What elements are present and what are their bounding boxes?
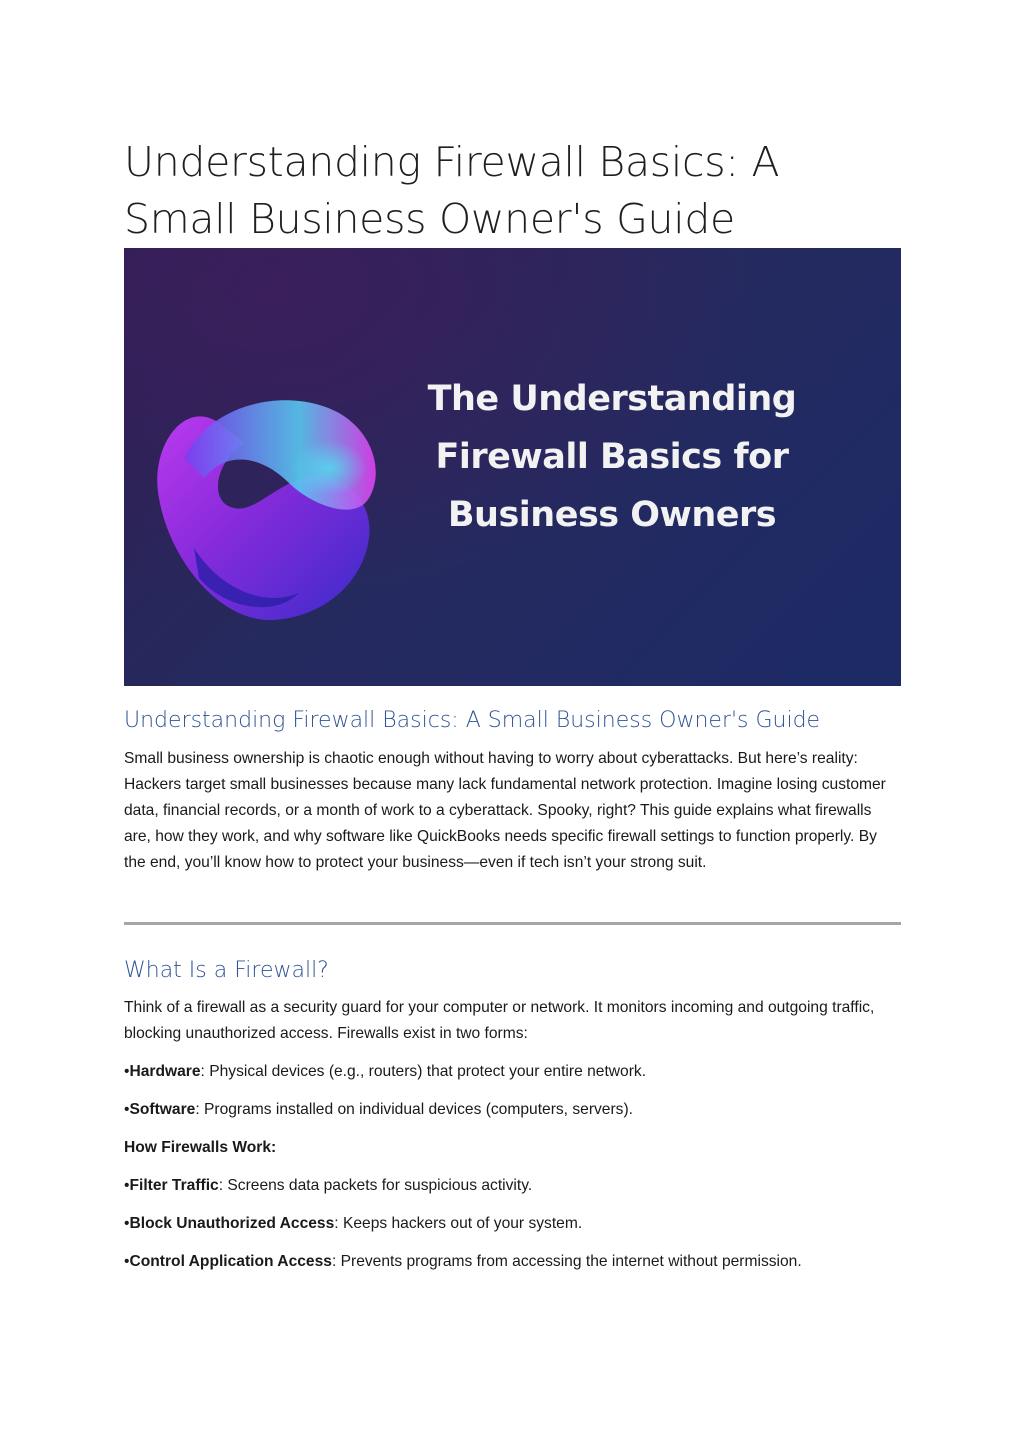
bullet-dot-icon: • bbox=[124, 1177, 130, 1194]
list-item-control-app-access bbox=[124, 1251, 802, 1273]
section-divider bbox=[124, 922, 901, 925]
what-is-paragraph: Think of a firewall as a security guard for your computer or network. It monitors incoming and outgoing traffic, blocking unauthorized access. Firewalls exist in two forms: bbox=[124, 999, 875, 1042]
document-title bbox=[124, 134, 901, 248]
what-is-heading: What Is a Firewall? bbox=[124, 958, 329, 983]
term-control-app-access: Control Application Access bbox=[129, 1253, 332, 1270]
intro-paragraph: Small business ownership is chaotic enough without having to worry about cyberattacks. But here’s reality: Hackers target small businesses because many lack fundamental network protection. Imagine losing customer data, financial records, or a month of work to a cyberattack. Spooky, right? This guide explains what firewalls are, how they work, and why software like QuickBooks needs specific firewall settings to function properly. By the end, you’ll know how to protect your business—even if tech isn’t your strong suit. bbox=[124, 750, 886, 871]
list-item-block-access bbox=[124, 1213, 582, 1235]
list-item-hardware bbox=[124, 1061, 646, 1083]
desc-software: : Programs installed on individual devices (computers, servers). bbox=[195, 1101, 633, 1118]
desc-filter-traffic: : Screens data packets for suspicious activity. bbox=[218, 1177, 533, 1194]
intro-heading: Understanding Firewall Basics: A Small Business Owner's Guide bbox=[124, 708, 821, 733]
hero-line-3: Business Owners bbox=[447, 495, 777, 535]
term-block-access: Block Unauthorized Access bbox=[129, 1215, 335, 1232]
how-firewalls-work-heading: How Firewalls Work: bbox=[124, 1139, 277, 1156]
hero-heading bbox=[420, 370, 804, 544]
list-item-software bbox=[124, 1099, 633, 1121]
hero-line-1: The Understanding bbox=[427, 379, 797, 419]
bullet-dot-icon: • bbox=[124, 1063, 130, 1080]
bullet-dot-icon: • bbox=[124, 1101, 130, 1118]
desc-control-app-access: : Prevents programs from accessing the internet without permission. bbox=[331, 1253, 802, 1270]
hero-banner-image bbox=[124, 248, 901, 686]
term-filter-traffic: Filter Traffic bbox=[129, 1177, 219, 1194]
term-hardware: Hardware bbox=[129, 1063, 201, 1080]
desc-block-access: : Keeps hackers out of your system. bbox=[334, 1215, 583, 1232]
title-line-1: Understanding Firewall Basics: A bbox=[124, 138, 780, 186]
title-line-2: Small Business Owner's Guide bbox=[124, 195, 735, 243]
term-software: Software bbox=[129, 1101, 196, 1118]
bullet-dot-icon: • bbox=[124, 1253, 130, 1270]
desc-hardware: : Physical devices (e.g., routers) that protect your entire network. bbox=[200, 1063, 647, 1080]
bullet-dot-icon: • bbox=[124, 1215, 130, 1232]
hero-line-2: Firewall Basics for bbox=[435, 437, 789, 477]
list-item-filter-traffic bbox=[124, 1175, 532, 1197]
